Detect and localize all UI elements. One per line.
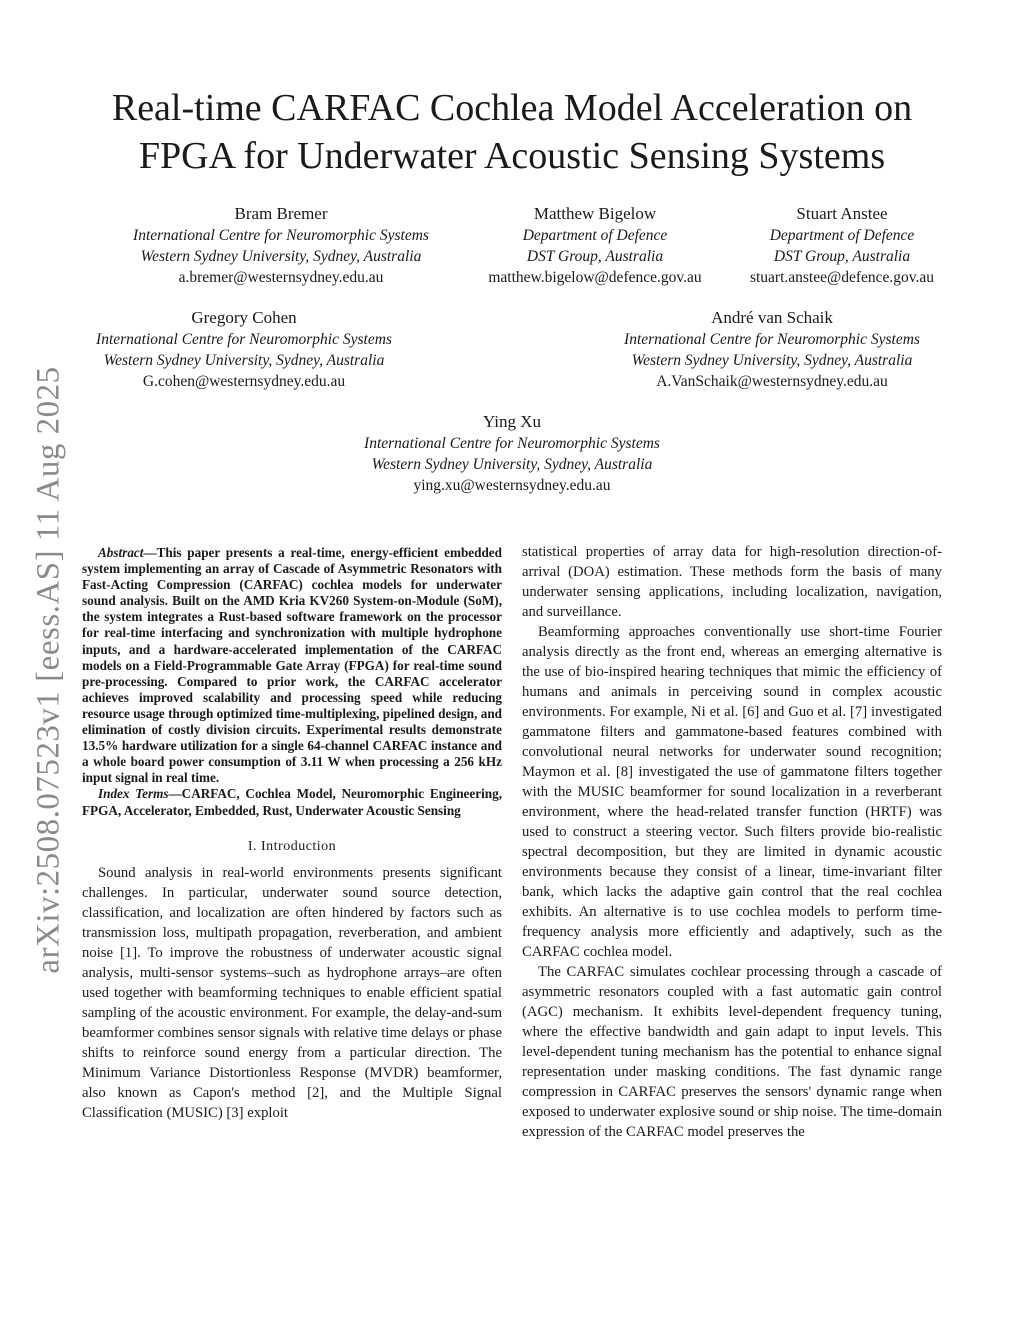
arxiv-sidebar [28,360,70,980]
author-block-anstee [735,202,949,288]
right-paragraph-continued: statistical properties of array data for high-resolution direction-of-arrival (DOA) estimation. These methods form the basis of many underwater sensing applications, including localization, navigation, and surveillance. [522,544,942,620]
author-affiliation: International Centre for Neuromorphic Systems [624,331,920,348]
author-affiliation: DST Group, Australia [526,248,664,265]
right-paragraph-beamforming: Beamforming approaches conventionally use short-time Fourier analysis directly as the front end, whereas an emerging alternative is the use of bio-inspired hearing techniques that mimic the efficiency of humans and animals in perceiving sound in complex acoustic environments. For example, Ni et al. [6] and Guo et al. [7] investigated gammatone filters and gammatone-based features combined with convolutional neural networks for underwater sound recognition; Maymon et al. [8] investigated the use of gammatone filters together with the MUSIC beamformer for sound localization in a reverberant environment, where the head-related transfer function (HRTF) was used to construct a steering vector. Such filters provide bio-realistic spectral decomposition, but they are limited in dynamic acoustic environments because they consist of a linear, time-invariant filter bank, which lacks the adaptive gain control that the real cochlea exhibits. An alternative is to use cochlea models to perform time-frequency analysis more efficiently and adaptively, such as the CARFAC cochlea model. [522,624,942,960]
abstract [82,545,502,819]
right-paragraph-carfac: The CARFAC simulates cochlear processing through a cascade of asymmetric resonators coupled with a fast automatic gain control (AGC) mechanism. It exhibits level-dependent frequency tuning, where the effective bandwidth and gain adapt to input levels. This level-dependent tuning mechanism has the potential to enhance signal representation under masking conditions. The fast dynamic range compression in CARFAC preserves the sensors' dynamic range when exposed to underwater explosive sound or ship noise. The time-domain expression of the CARFAC model preserves the [522,964,942,1140]
author-block-van-schaik [594,306,950,392]
paper-title [60,84,964,180]
author-email: stuart.anstee@defence.gov.au [749,269,935,286]
author-name: Gregory Cohen [191,308,297,327]
author-block-cohen [66,306,422,392]
index-terms-text: —CARFAC, Cochlea Model, Neuromorphic Engineering, FPGA, Accelerator, Embedded, Rust, Underwater Acoustic Sensing [82,786,502,818]
author-email: ying.xu@westernsydney.edu.au [413,477,611,494]
author-name: Bram Bremer [234,204,328,223]
author-affiliation: International Centre for Neuromorphic Systems [364,435,660,452]
author-name: André van Schaik [711,308,833,327]
author-affiliation: Department of Defence [769,227,915,244]
section-heading-introduction: I. Introduction [247,838,337,854]
author-affiliation: International Centre for Neuromorphic Systems [133,227,429,244]
author-email: a.bremer@westernsydney.edu.au [178,269,384,286]
title-line-1: Real-time CARFAC Cochlea Model Acceleration on [111,87,913,129]
author-affiliation: International Centre for Neuromorphic Systems [96,331,392,348]
arxiv-identifier: arXiv:2508.07523v1 [eess.AS] 11 Aug 2025 [30,366,67,974]
author-affiliation: Western Sydney University, Sydney, Australia [631,352,913,369]
author-block-bremer [100,202,462,288]
author-name: Matthew Bigelow [533,204,657,223]
author-affiliation: Western Sydney University, Sydney, Australia [103,352,385,369]
author-email: matthew.bigelow@defence.gov.au [488,269,702,286]
left-column [82,545,502,1123]
author-block-bigelow [470,202,720,288]
author-affiliation: Department of Defence [522,227,668,244]
author-name: Ying Xu [482,412,542,431]
author-block-xu [334,410,690,496]
abstract-label: Abstract [98,545,144,560]
author-email: A.VanSchaik@westernsydney.edu.au [656,373,888,390]
author-email: G.cohen@westernsydney.edu.au [142,373,346,390]
index-terms-label: Index Terms [98,786,169,802]
author-name: Stuart Anstee [796,204,888,223]
author-affiliation: Western Sydney University, Sydney, Australia [140,248,422,265]
author-affiliation: Western Sydney University, Sydney, Australia [371,456,653,473]
author-affiliation: DST Group, Australia [773,248,911,265]
title-line-2: FPGA for Underwater Acoustic Sensing Systems [138,135,886,177]
intro-paragraph: Sound analysis in real-world environments presents significant challenges. In particular, underwater sound source detection, classification, and localization are often hindered by factors such as transmission loss, multipath propagation, reverberation, and ambient noise [1]. To improve the robustness of underwater acoustic signal analysis, multi-sensor systems–such as hydrophone arrays–are often used together with beamforming techniques to enable efficient spatial sampling of the acoustic environment. For example, the delay-and-sum beamformer combines sensor signals with relative time delays or phase shifts to reinforce sound energy from a particular direction. The Minimum Variance Distortionless Response (MVDR) beamformer, also known as Capon's method [2], and the Multiple Signal Classification (MUSIC) [3] exploit [82,864,502,1121]
abstract-text: —This paper presents a real-time, energy-efficient embedded system implementing an array of Cascade of Asymmetric Resonators with Fast-Acting Compression (CARFAC) cochlea models for underwater sound analysis. Built on the AMD Kria KV260 System-on-Module (SoM), the system integrates a Rust-based software framework on the processor for real-time interfacing and synchronization with multiple hydrophone inputs, and a hardware-accelerated implementation of the CARFAC models on a Field-Programmable Gate Array (FPGA) for real-time sound pre-processing. Compared to prior work, the CARFAC accelerator achieves improved scalability and processing speed while reducing resource usage through optimized time-multiplexing, pipelined design, and elimination of costly division circuits. Experimental results demonstrate 13.5% hardware utilization for a single 64-channel CARFAC instance and a whole board power consumption of 3.11 W when processing a 256 kHz input signal in real time. [82,545,502,786]
right-column [522,542,942,1142]
